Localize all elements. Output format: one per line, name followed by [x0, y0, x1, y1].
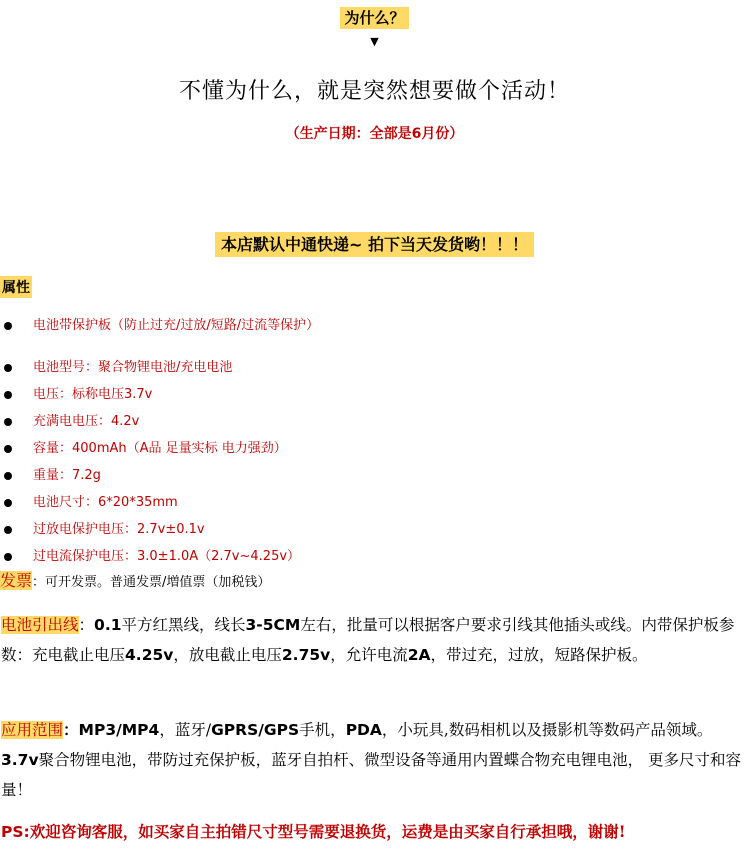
page-headline: 不懂为什么，就是突然想要做个活动！	[178, 79, 570, 104]
bullet-icon	[4, 322, 12, 330]
bold-value: 3.7v	[1, 751, 39, 769]
attributes-title: 属性	[0, 276, 32, 298]
bold-value: 2A	[407, 646, 431, 664]
lead-wire-paragraph	[1, 610, 745, 670]
list-item	[0, 412, 740, 432]
invoice-line	[0, 568, 270, 591]
why-heading	[0, 7, 749, 28]
text: 左右，批量可以根据客户要求引线其他插头或线。内带保护板参数：充电截止电压	[1, 616, 735, 664]
bullet-icon	[4, 418, 12, 426]
text: 手机，	[299, 721, 346, 739]
bold-value: GPRS/GPS	[211, 721, 300, 739]
lead-wire-label: 电池引出线	[1, 616, 79, 634]
bullet-icon	[4, 445, 12, 453]
attribute-text: 容量：400mAh（A品 足量实标 电力强劲）	[33, 441, 287, 456]
text: ，允许电流	[330, 646, 408, 664]
attribute-text: 电池型号：聚合物锂电池/充电电池	[33, 360, 233, 375]
bold-value: PDA	[345, 721, 382, 739]
bullet-icon	[4, 391, 12, 399]
attribute-text: 电池尺寸：6*20*35mm	[33, 495, 178, 510]
list-item	[0, 520, 740, 540]
ps-note	[1, 820, 746, 842]
list-item	[0, 385, 740, 405]
bold-value: 0.1	[94, 616, 122, 634]
invoice-text: ：可开发票。普通发票/増值票（加税钱）	[32, 575, 271, 590]
ps-label: PS:	[1, 823, 30, 841]
ps-text: 欢迎咨询客服，如买家自主拍错尺寸型号需要退换货，运费是由买家自行承担哦，谢谢!	[29, 822, 626, 841]
bold-value: 4.25v	[125, 646, 174, 664]
shipping-text: 本店默认中通快递~ 拍下当天发货哟！！！	[215, 232, 534, 257]
text: ，带过充，过放，短路保护板。	[430, 646, 648, 664]
text: 平方红黑线，线长	[121, 616, 246, 634]
application-label: 应用范围	[1, 721, 64, 739]
text: ，小玩具,数码相机以及摄影机等数码产品领域。	[381, 721, 713, 739]
attribute-text: 电压：标称电压3.7v	[33, 387, 153, 402]
text: 聚合物锂电池，带防过充保护板，蓝牙自拍杆、微型设备等通用内置蝶合物充电锂电池， 更多尺寸和容量！	[1, 751, 741, 799]
bold-value: 3-5CM	[245, 616, 301, 634]
application-paragraph	[1, 715, 745, 805]
list-item	[0, 358, 740, 378]
invoice-label: 发票	[0, 571, 33, 590]
text: ，放电截止电压	[173, 646, 282, 664]
attribute-text: 过电流保护电压：3.0±1.0A（2.7v~4.25v）	[33, 549, 301, 564]
attribute-text: 过放电保护电压：2.7v±0.1v	[33, 522, 205, 537]
text: ，蓝牙/	[159, 721, 212, 739]
list-item	[0, 439, 740, 459]
why-label: 为什么？	[340, 7, 408, 29]
attribute-text: 重量：7.2g	[33, 468, 101, 483]
list-item	[0, 466, 740, 486]
bullet-icon	[4, 499, 12, 507]
bold-value: MP3/MP4	[78, 721, 160, 739]
list-item	[0, 493, 740, 513]
bullet-icon	[4, 553, 12, 561]
production-date-note: （生产日期：全部是6月份）	[285, 126, 464, 142]
attribute-text: 电池带保护板（防止过充/过放/短路/过流等保护）	[33, 318, 320, 333]
list-item	[0, 547, 740, 567]
list-item	[0, 316, 740, 336]
separator: ：	[63, 721, 79, 739]
down-arrow-icon: ▼	[370, 35, 379, 48]
separator: ：	[78, 616, 95, 634]
bullet-icon	[4, 472, 12, 480]
bold-value: 2.75v	[281, 646, 331, 664]
bullet-icon	[4, 364, 12, 372]
attribute-text: 充满电电压：4.2v	[33, 414, 140, 429]
bullet-icon	[4, 526, 12, 534]
shipping-banner	[0, 232, 749, 255]
